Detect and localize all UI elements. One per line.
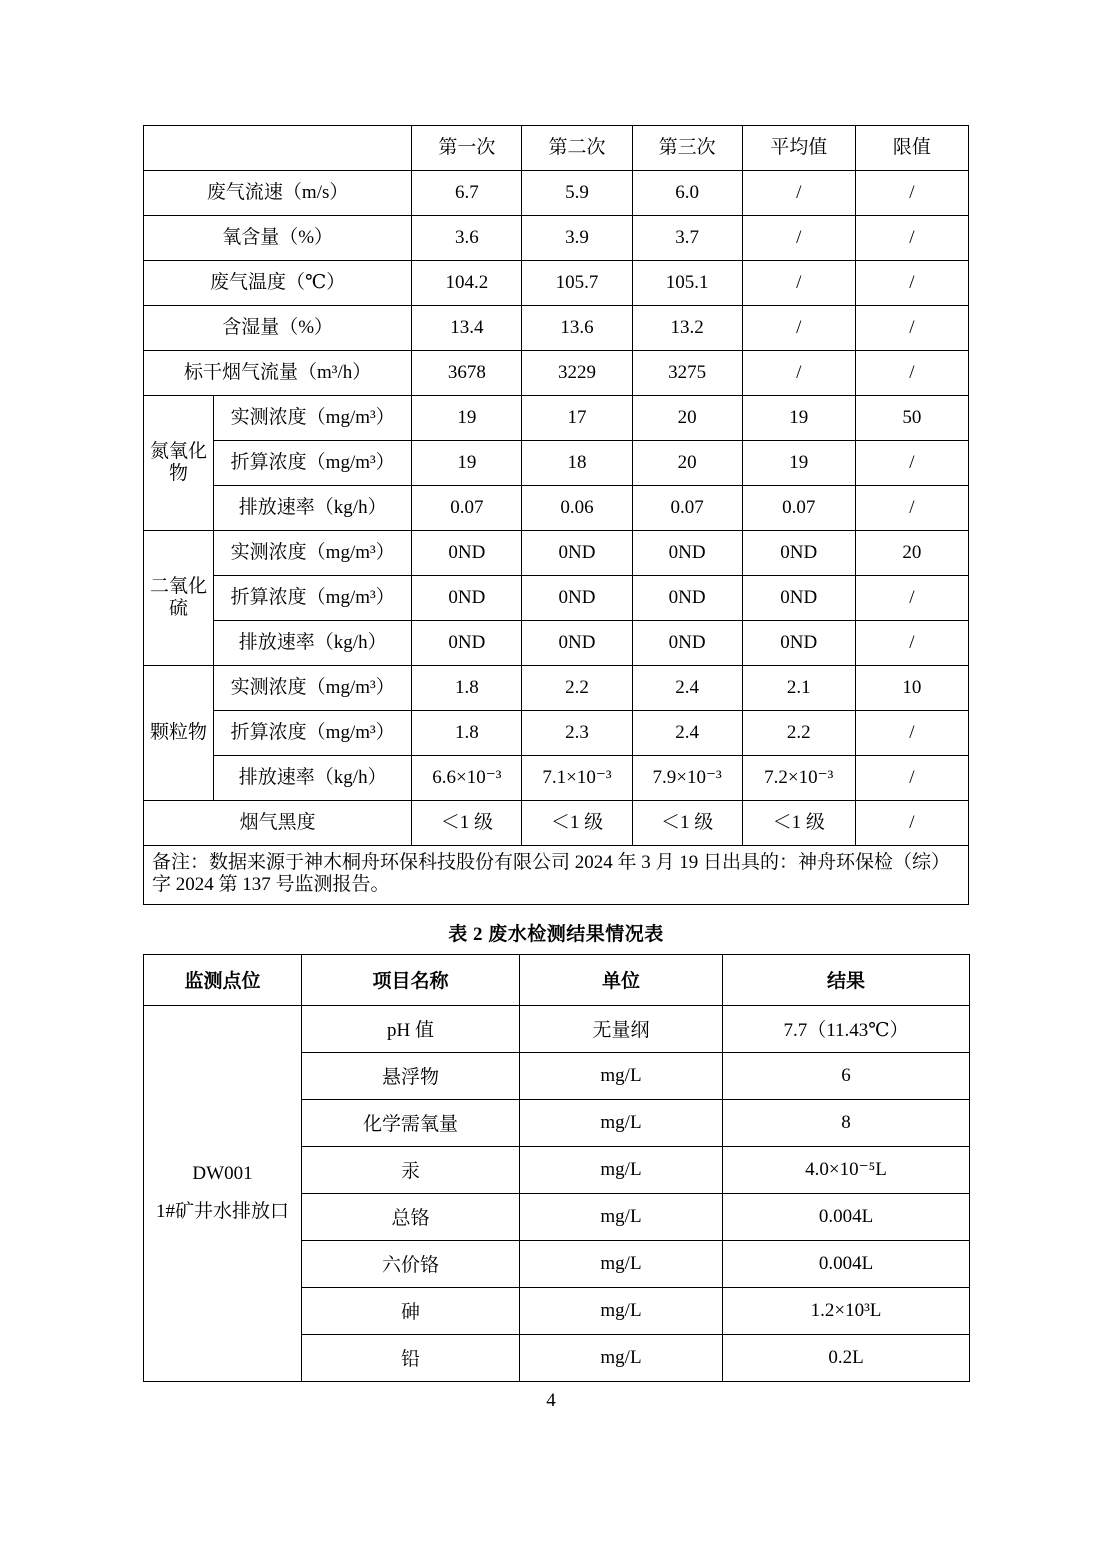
air-emission-results-table xyxy=(143,125,969,905)
cell-unit: mg/L xyxy=(520,1052,723,1099)
table-row xyxy=(144,171,969,216)
cell-unit: mg/L xyxy=(520,1193,723,1240)
cell-value: / xyxy=(855,306,968,351)
table-row xyxy=(144,666,969,711)
cell-result: 0.004L xyxy=(723,1240,970,1287)
cell-result: 0.2L xyxy=(723,1334,970,1381)
row-label: 废气流速（m/s） xyxy=(144,171,412,216)
cell-value: 0ND xyxy=(412,621,522,666)
cell-item-name: 总铬 xyxy=(302,1193,520,1240)
cell-value: 0ND xyxy=(522,576,632,621)
cell-value: / xyxy=(855,441,968,486)
cell-value: / xyxy=(855,261,968,306)
cell-value: / xyxy=(855,576,968,621)
table-header-row xyxy=(144,126,969,171)
cell-value: / xyxy=(742,261,855,306)
row-label: 标干烟气流量（m³/h） xyxy=(144,351,412,396)
cell-value: / xyxy=(855,756,968,801)
row-label: 废气温度（℃） xyxy=(144,261,412,306)
cell-value: 6.0 xyxy=(632,171,742,216)
cell-value: 0.07 xyxy=(742,486,855,531)
cell-value: / xyxy=(855,711,968,756)
cell-value: 0.07 xyxy=(412,486,522,531)
cell-value: 0ND xyxy=(742,576,855,621)
cell-value: 13.2 xyxy=(632,306,742,351)
cell-value: 19 xyxy=(412,396,522,441)
cell-value: 10 xyxy=(855,666,968,711)
cell-value: / xyxy=(855,171,968,216)
cell-value: 20 xyxy=(632,396,742,441)
cell-value: 0ND xyxy=(742,621,855,666)
cell-value: 19 xyxy=(412,441,522,486)
table-row xyxy=(144,396,969,441)
cell-result: 7.7（11.43℃） xyxy=(723,1005,970,1052)
cell-value: 2.1 xyxy=(742,666,855,711)
cell-value: 50 xyxy=(855,396,968,441)
page-number: 4 xyxy=(546,1390,556,1411)
cell-value: ＜1 级 xyxy=(742,801,855,846)
cell-value: / xyxy=(855,801,968,846)
cell-value: 3678 xyxy=(412,351,522,396)
row-label: 折算浓度（mg/m³） xyxy=(214,576,412,621)
monitoring-point-cell xyxy=(144,1005,302,1381)
table-row xyxy=(144,711,969,756)
cell-value: 7.2×10⁻³ xyxy=(742,756,855,801)
cell-value: 0ND xyxy=(412,576,522,621)
cell-value: / xyxy=(742,351,855,396)
cell-item-name: 铅 xyxy=(302,1334,520,1381)
cell-value: 20 xyxy=(855,531,968,576)
table2-title: 表 2 废水检测结果情况表 xyxy=(448,923,664,945)
header-unit: 单位 xyxy=(520,954,723,1005)
cell-value: 105.7 xyxy=(522,261,632,306)
cell-value: ＜1 级 xyxy=(412,801,522,846)
cell-unit: mg/L xyxy=(520,1146,723,1193)
cell-item-name: 砷 xyxy=(302,1287,520,1334)
cell-value: 3229 xyxy=(522,351,632,396)
cell-value: 20 xyxy=(632,441,742,486)
cell-value: 3.7 xyxy=(632,216,742,261)
group-label-particulate: 颗粒物 xyxy=(144,666,214,801)
cell-unit: mg/L xyxy=(520,1287,723,1334)
header-run-1: 第一次 xyxy=(412,126,522,171)
cell-value: 13.4 xyxy=(412,306,522,351)
cell-value: 7.1×10⁻³ xyxy=(522,756,632,801)
cell-value: / xyxy=(855,486,968,531)
header-average: 平均值 xyxy=(742,126,855,171)
cell-value: ＜1 级 xyxy=(522,801,632,846)
cell-value: 19 xyxy=(742,441,855,486)
header-monitoring-point: 监测点位 xyxy=(144,954,302,1005)
cell-value: 19 xyxy=(742,396,855,441)
cell-unit: mg/L xyxy=(520,1334,723,1381)
cell-value: 104.2 xyxy=(412,261,522,306)
cell-value: 7.9×10⁻³ xyxy=(632,756,742,801)
monitoring-point-desc: 1#矿井水排放口 xyxy=(155,1201,289,1223)
cell-value: 0ND xyxy=(412,531,522,576)
cell-value: 0ND xyxy=(522,531,632,576)
table-row xyxy=(144,576,969,621)
cell-value: 6.7 xyxy=(412,171,522,216)
cell-value: 3.9 xyxy=(522,216,632,261)
cell-value: 2.4 xyxy=(632,666,742,711)
row-label: 折算浓度（mg/m³） xyxy=(214,441,412,486)
cell-value: 3.6 xyxy=(412,216,522,261)
cell-value: 2.2 xyxy=(522,666,632,711)
cell-value: / xyxy=(855,621,968,666)
cell-unit: mg/L xyxy=(520,1240,723,1287)
cell-value: 2.3 xyxy=(522,711,632,756)
cell-value: 0ND xyxy=(742,531,855,576)
row-label: 实测浓度（mg/m³） xyxy=(214,531,412,576)
cell-unit: 无量纲 xyxy=(520,1005,723,1052)
cell-item-name: 汞 xyxy=(302,1146,520,1193)
wastewater-results-table xyxy=(143,954,970,1382)
table-row xyxy=(144,1005,970,1052)
row-label: 排放速率（kg/h） xyxy=(214,486,412,531)
cell-value: 17 xyxy=(522,396,632,441)
cell-value: / xyxy=(742,306,855,351)
cell-value: 0ND xyxy=(632,531,742,576)
cell-value: 13.6 xyxy=(522,306,632,351)
row-label: 含湿量（%） xyxy=(144,306,412,351)
cell-value: 0ND xyxy=(522,621,632,666)
cell-value: 18 xyxy=(522,441,632,486)
table-row xyxy=(144,261,969,306)
cell-result: 4.0×10⁻⁵L xyxy=(723,1146,970,1193)
cell-value: 0.06 xyxy=(522,486,632,531)
cell-value: 0ND xyxy=(632,576,742,621)
table-row xyxy=(144,306,969,351)
table-row xyxy=(144,441,969,486)
table-row xyxy=(144,801,969,846)
row-label: 折算浓度（mg/m³） xyxy=(214,711,412,756)
cell-value: / xyxy=(855,216,968,261)
row-label: 氧含量（%） xyxy=(144,216,412,261)
cell-value: 2.4 xyxy=(632,711,742,756)
row-label: 排放速率（kg/h） xyxy=(214,756,412,801)
group-label-so2: 二氧化硫 xyxy=(144,531,214,666)
header-limit: 限值 xyxy=(855,126,968,171)
table-row xyxy=(144,756,969,801)
table-row xyxy=(144,216,969,261)
cell-item-name: 悬浮物 xyxy=(302,1052,520,1099)
cell-item-name: 六价铬 xyxy=(302,1240,520,1287)
header-blank xyxy=(144,126,412,171)
cell-value: 6.6×10⁻³ xyxy=(412,756,522,801)
cell-value: 1.8 xyxy=(412,711,522,756)
cell-value: 3275 xyxy=(632,351,742,396)
monitoring-point-code: DW001 xyxy=(192,1163,253,1185)
cell-result: 8 xyxy=(723,1099,970,1146)
cell-value: 2.2 xyxy=(742,711,855,756)
row-label: 实测浓度（mg/m³） xyxy=(214,666,412,711)
cell-result: 1.2×10³L xyxy=(723,1287,970,1334)
cell-value: 0ND xyxy=(632,621,742,666)
row-label: 实测浓度（mg/m³） xyxy=(214,396,412,441)
header-run-3: 第三次 xyxy=(632,126,742,171)
page-content xyxy=(143,125,969,1382)
cell-item-name: 化学需氧量 xyxy=(302,1099,520,1146)
table-row xyxy=(144,621,969,666)
cell-value: / xyxy=(742,216,855,261)
table-row xyxy=(144,531,969,576)
table-header-row xyxy=(144,954,970,1005)
cell-value: 0.07 xyxy=(632,486,742,531)
cell-item-name: pH 值 xyxy=(302,1005,520,1052)
table-note: 备注：数据来源于神木桐舟环保科技股份有限公司 2024 年 3 月 19 日出具的：神舟环保检（综）字 2024 第 137 号监测报告。 xyxy=(144,846,969,905)
cell-value: 1.8 xyxy=(412,666,522,711)
cell-value: 5.9 xyxy=(522,171,632,216)
header-run-2: 第二次 xyxy=(522,126,632,171)
cell-result: 0.004L xyxy=(723,1193,970,1240)
cell-result: 6 xyxy=(723,1052,970,1099)
row-label: 排放速率（kg/h） xyxy=(214,621,412,666)
table-row xyxy=(144,351,969,396)
header-item-name: 项目名称 xyxy=(302,954,520,1005)
row-label-smoke-blackness: 烟气黑度 xyxy=(144,801,412,846)
cell-unit: mg/L xyxy=(520,1099,723,1146)
cell-value: 105.1 xyxy=(632,261,742,306)
cell-value: ＜1 级 xyxy=(632,801,742,846)
group-label-nox: 氮氧化物 xyxy=(144,396,214,531)
header-result: 结果 xyxy=(723,954,970,1005)
table-note-row xyxy=(144,846,969,905)
cell-value: / xyxy=(742,171,855,216)
table-row xyxy=(144,486,969,531)
cell-value: / xyxy=(855,351,968,396)
